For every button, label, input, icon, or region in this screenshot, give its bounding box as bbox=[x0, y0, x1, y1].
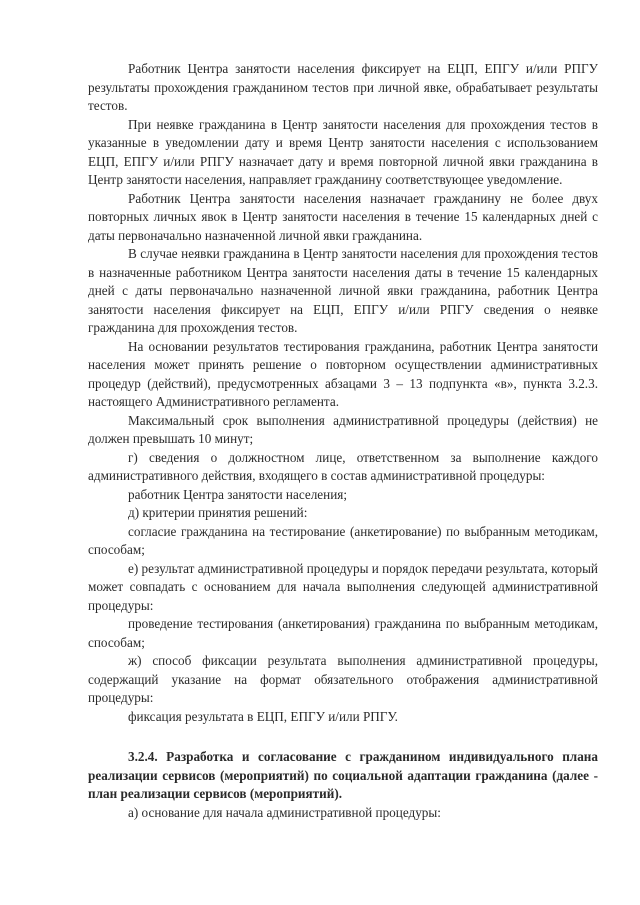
paragraph: е) результат административной процедуры и порядок передачи результата, который может совпадать с основанием для начала выполнения следующей административной процедуры: bbox=[88, 560, 598, 613]
paragraph: фиксация результата в ЕЦП, ЕПГУ и/или РПГУ. bbox=[128, 708, 398, 724]
document-body bbox=[88, 60, 598, 822]
section-heading: 3.2.4. Разработка и согласование с гражданином индивидуального плана реализации сервисов (мероприятий) по социальной адаптации гражданина (далее - план реализации сервисов (мероприятий). bbox=[88, 749, 598, 801]
paragraph: Работник Центра занятости населения назначает гражданину не более двух повторных личных явок в Центр занятости населения в течение 15 календарных дней с даты первоначально назначенной личной явки гражданина. bbox=[88, 190, 598, 243]
paragraph: ж) способ фиксации результата выполнения административной процедуры, содержащий указание на формат обязательного отображения административной процедуры: bbox=[88, 653, 598, 705]
paragraph: проведение тестирования (анкетирования) гражданина по выбранным методикам, способам; bbox=[88, 616, 598, 650]
paragraph: работник Центра занятости населения; bbox=[128, 486, 347, 502]
paragraph: На основании результатов тестирования гражданина, работник Центра занятости населения может принять решение о повторном осуществлении административных процедур (действий), предусмотренных абзацами 3 – 13 подпункта «в», пункта 3.2.3. настоящего Административного регламента. bbox=[88, 338, 598, 409]
paragraph: д) критерии принятия решений: bbox=[128, 505, 308, 520]
paragraph: согласие гражданина на тестирование (анкетирование) по выбранным методикам, способам; bbox=[88, 523, 598, 557]
paragraph: г) сведения о должностном лице, ответственном за выполнение каждого административного действия, входящего в состав административной процедуры: bbox=[88, 449, 598, 483]
paragraph: Работник Центра занятости населения фиксирует на ЕЦП, ЕПГУ и/или РПГУ результаты прохождения гражданином тестов при личной явке, обрабатывает результаты тестов. bbox=[88, 61, 598, 113]
paragraph: В случае неявки гражданина в Центр занятости населения для прохождения тестов в назначенные работником Центра занятости населения даты в течение 15 календарных дней с даты первоначально назначенной личной явки гражданина, работник Центра занятости населения фиксирует на ЕЦП, ЕПГУ и/или РПГУ сведения о неявке гражданина для прохождения тестов. bbox=[88, 246, 598, 335]
paragraph: При неявке гражданина в Центр занятости населения для прохождения тестов в указанные в уведомлении дату и время Центр занятости населения с использованием ЕЦП, ЕПГУ и/или РПГУ назначает дату и время повторной личной явки гражданина в Центр занятости населения, направляет гражданину соответствующее уведомление. bbox=[88, 116, 598, 187]
paragraph: а) основание для начала административной процедуры: bbox=[128, 804, 441, 820]
paragraph: Максимальный срок выполнения административной процедуры (действия) не должен превышать 10 минут; bbox=[88, 412, 598, 446]
